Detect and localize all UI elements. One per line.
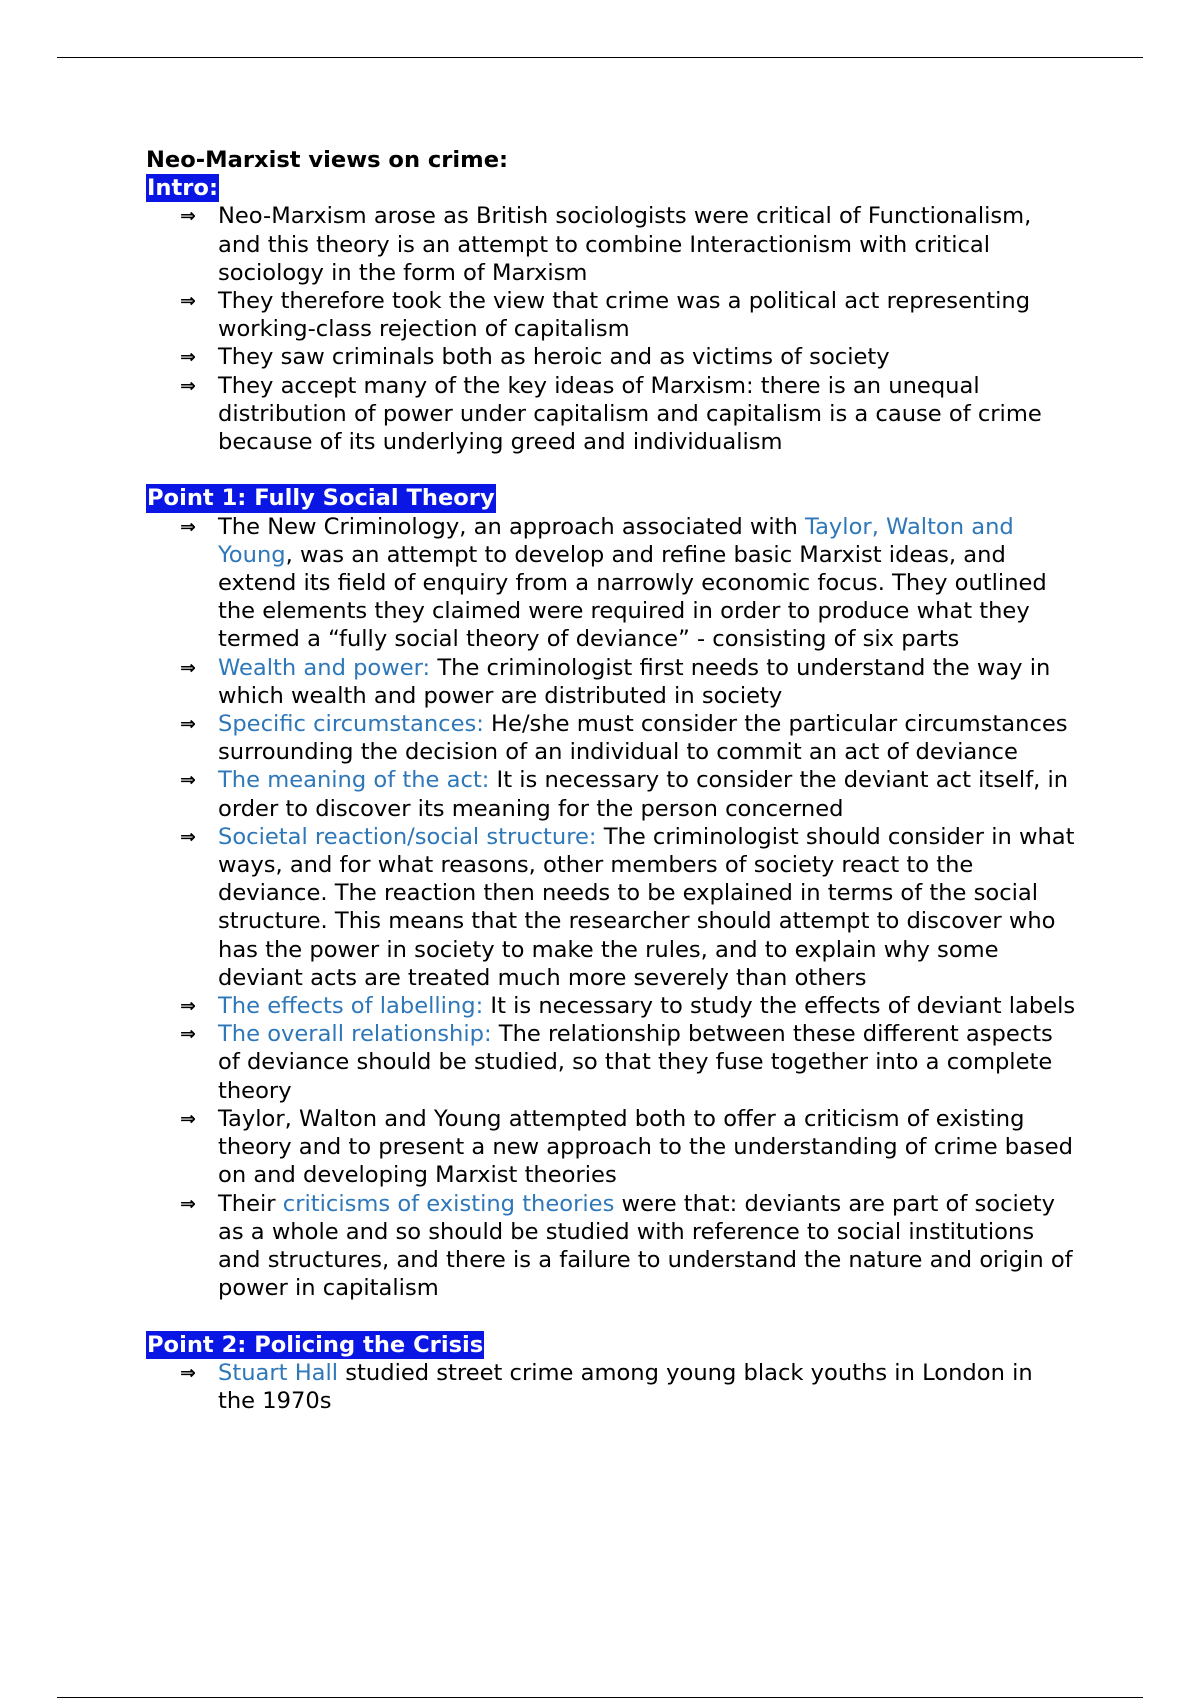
- list-item: [146, 1190, 1076, 1303]
- list-item: [146, 513, 1076, 654]
- rightwards-double-arrow-icon: ⇒: [180, 769, 196, 792]
- rightwards-double-arrow-icon: ⇒: [180, 346, 196, 369]
- section-heading: Point 2: Policing the Crisis: [147, 1331, 484, 1358]
- rightwards-double-arrow-icon: ⇒: [180, 1023, 196, 1046]
- document-body: [146, 146, 1076, 1443]
- highlighted-term: Taylor, Walton and Young: [218, 513, 1014, 568]
- bullet-text: studied street crime among young black youths in London in the 1970s: [218, 1359, 1033, 1414]
- highlighted-term: The overall relationship:: [218, 1021, 492, 1048]
- list-item: [146, 992, 1076, 1020]
- rightwards-double-arrow-icon: ⇒: [180, 515, 196, 538]
- rightwards-double-arrow-icon: ⇒: [180, 825, 196, 848]
- list-item: [146, 287, 1076, 343]
- rightwards-double-arrow-icon: ⇒: [180, 995, 196, 1018]
- bullet-text: It is necessary to study the effects of deviant labels: [483, 993, 1076, 1020]
- highlighted-term: criticisms of existing theories: [282, 1190, 615, 1217]
- highlighted-term: Specific circumstances:: [218, 711, 484, 738]
- bullet-text: The New Criminology, an approach associated with: [218, 513, 806, 540]
- bullet-list: [146, 1359, 1076, 1415]
- highlighted-term: Wealth and power:: [218, 654, 431, 681]
- list-item: [146, 823, 1076, 992]
- bullet-text: The criminologist first needs to understand the way in which wealth and power are distributed in society: [218, 654, 1051, 709]
- rightwards-double-arrow-icon: ⇒: [180, 1361, 196, 1384]
- highlighted-term: The meaning of the act:: [218, 767, 490, 794]
- highlighted-term: Stuart Hall: [218, 1359, 339, 1386]
- rightwards-double-arrow-icon: ⇒: [180, 205, 196, 228]
- list-item: [146, 372, 1076, 457]
- list-item: [146, 343, 1076, 371]
- rightwards-double-arrow-icon: ⇒: [180, 713, 196, 736]
- sections-container: [146, 174, 1076, 1415]
- list-item: [146, 1020, 1076, 1105]
- document-title: Neo-Marxist views on crime:: [146, 147, 509, 173]
- bullet-text: They saw criminals both as heroic and as victims of society: [218, 344, 890, 371]
- list-item: [146, 1105, 1076, 1190]
- section: [146, 1331, 1076, 1416]
- rightwards-double-arrow-icon: ⇒: [180, 374, 196, 397]
- section-heading: Intro:: [147, 175, 218, 202]
- header-rule: [57, 57, 1143, 58]
- rightwards-double-arrow-icon: ⇒: [180, 656, 196, 679]
- bullet-text: were that: deviants are part of society as a whole and so should be studied with reference to social institutions and structures, and there is a failure to understand the nature and origin of power in capitalism: [218, 1190, 1073, 1302]
- list-item: [146, 654, 1076, 710]
- highlighted-term: Societal reaction/social structure:: [218, 823, 597, 850]
- bullet-text: He/she must consider the particular circumstances surrounding the decision of an individual to commit an act of deviance: [218, 711, 1068, 766]
- section-heading: Point 1: Fully Social Theory: [147, 485, 495, 512]
- list-item: [146, 766, 1076, 822]
- bullet-text: The criminologist should consider in what ways, and for what reasons, other members of society react to the deviance. The reaction then needs to be explained in terms of the social structure. This means that the researcher should attempt to discover who has the power in society to make the rules, and to explain why some deviant acts are treated much more severely than others: [218, 823, 1075, 991]
- bullet-text: The relationship between these different aspects of deviance should be studied, so that they fuse together into a complete theory: [218, 1021, 1053, 1104]
- rightwards-double-arrow-icon: ⇒: [180, 1192, 196, 1215]
- bullet-list: [146, 513, 1076, 1303]
- bullet-text: They accept many of the key ideas of Marxism: there is an unequal distribution of power under capitalism and capitalism is a cause of crime because of its underlying greed and individualism: [218, 372, 1042, 456]
- footer-rule: [57, 1697, 1143, 1698]
- section: [146, 174, 1076, 456]
- bullet-text: Neo-Marxism arose as British sociologists were critical of Functionalism, and this theory is an attempt to combine Interactionism with critical sociology in the form of Marxism: [218, 203, 1032, 286]
- rightwards-double-arrow-icon: ⇒: [180, 290, 196, 313]
- bullet-text: Taylor, Walton and Young attempted both to offer a criticism of existing theory and to present a new approach to the understanding of crime based on and developing Marxist theories: [218, 1105, 1073, 1189]
- section: [146, 484, 1076, 1302]
- list-item: [146, 1359, 1076, 1415]
- bullet-text: , was an attempt to develop and refine basic Marxist ideas, and extend its field of enquiry from a narrowly economic focus. They outlined the elements they claimed were required in order to produce what they termed a “fully social theory of deviance” - consisting of six parts: [218, 541, 1047, 653]
- rightwards-double-arrow-icon: ⇒: [180, 1107, 196, 1130]
- list-item: [146, 710, 1076, 766]
- list-item: [146, 202, 1076, 287]
- bullet-list: [146, 202, 1076, 456]
- bullet-text: Their: [218, 1190, 283, 1217]
- bullet-text: They therefore took the view that crime was a political act representing working-class rejection of capitalism: [218, 288, 1031, 343]
- highlighted-term: The effects of labelling:: [218, 993, 484, 1020]
- bullet-text: It is necessary to consider the deviant act itself, in order to discover its meaning for the person concerned: [218, 767, 1069, 822]
